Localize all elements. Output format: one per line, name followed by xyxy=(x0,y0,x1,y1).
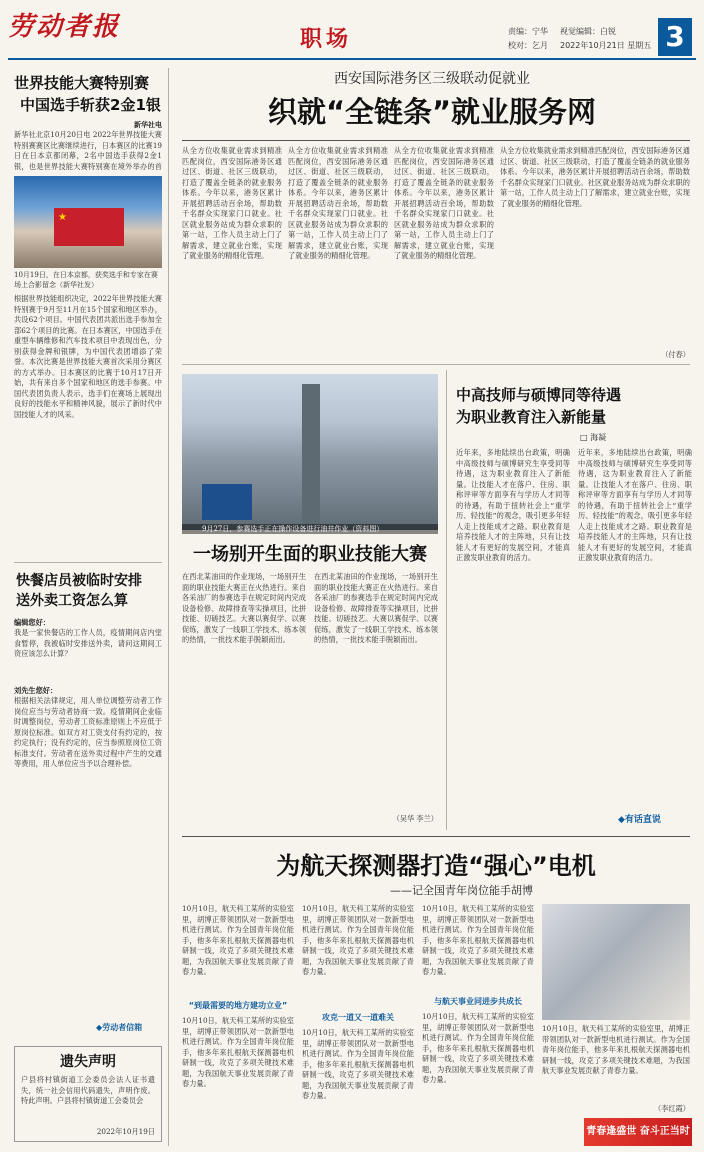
story2-answer-label: 刘先生您好： xyxy=(14,686,58,695)
skills-photo xyxy=(182,374,438,530)
newspaper-logo: 劳动者报 xyxy=(8,12,121,42)
bullet-icon: ◆ xyxy=(96,1023,103,1032)
page-number: 3 xyxy=(658,18,692,56)
header-rule xyxy=(8,58,696,60)
skills-author: （吴华 李兰） xyxy=(392,814,438,823)
profile-subhead: ——记全国青年岗位能手胡博 xyxy=(390,884,533,897)
profile-body-3: 10月10日，航天科工某所的实验室里，胡博正带领团队对一款新型电机进行测试。作为全国青年岗位能手，他多年来扎根航天探测器电机研制一线，攻克了多项关键技术难题，为我国航天事业发展贡献了青春力量。 xyxy=(302,904,414,976)
youth-stamp: 青春逢盛世 奋斗正当时 xyxy=(584,1118,692,1146)
worker-image xyxy=(202,484,252,520)
feature-body-1: 从全方位收集就业需求到精准匹配岗位，西安国际港务区通过区、街道、社区三级联动，打造了覆盖全链条的就业服务体系。今年以来，港务区累计开展招聘活动百余场，帮助数千名群众实现家门口就业。社区就业服务站成为群众求职的第一站，工作人员主动上门了解需求，建立就业台账，实现了就业服务的精细化管理。 xyxy=(182,146,282,260)
feature-author: （付春） xyxy=(661,350,690,359)
story1-photo xyxy=(14,176,162,268)
story1-caption: 10月19日，在日本京都，获奖选手和专家在赛场上合影留念（新华社发） xyxy=(14,271,158,289)
more-tag xyxy=(618,812,692,826)
story1-lead: 新华社北京10月20日电 2022年世界技能大赛特别赛赛区比赛继续进行，日本赛区的比赛19日在日本京都闭幕，2名中国选手获得2金1银，也是世界技能大赛特别赛在境外举办的首 xyxy=(14,130,162,171)
story1-headline-1: 世界技能大赛特别赛 xyxy=(14,74,150,92)
editor-label: 责编：宁华 xyxy=(508,27,548,36)
profile-body-1: 10月10日，航天科工某所的实验室里，胡博正带领团队对一款新型电机进行测试。作为全国青年岗位能手，他多年来扎根航天探测器电机研制一线，攻克了多项关键技术难题，为我国航天事业发展贡献了青春力量。 xyxy=(182,904,294,976)
design-label: 视觉编辑：白锐 xyxy=(560,27,616,36)
column-rule-2 xyxy=(446,370,447,830)
rig-image xyxy=(302,384,320,524)
feature-body-3: 从全方位收集就业需求到精准匹配岗位，西安国际港务区通过区、街道、社区三级联动，打造了覆盖全链条的就业服务体系。今年以来，港务区累计开展招聘活动百余场，帮助数千名群众实现家门口就业。社区就业服务站成为群众求职的第一站，工作人员主动上门了解需求，建立就业台账，实现了就业服务的精细化管理。 xyxy=(394,146,494,260)
skills-headline: 一场别开生面的职业技能大赛 xyxy=(193,544,427,565)
notice-title: 遗失声明 xyxy=(60,1054,116,1070)
story1-byline: 新华社电 xyxy=(134,120,162,129)
divider-3 xyxy=(182,836,690,837)
mailbox-tag xyxy=(96,1022,162,1034)
more-tag-label: 有话直说 xyxy=(624,815,661,825)
column-body-1: 近年来，多地陆续出台政策，明确中高级技师与硕博研究生享受同等待遇，这为职业教育注入了新能量。让技能人才在落户、住房、职称评审等方面享有与学历人才同等的待遇，有助于扭转社会上“重学历、轻技能”的观念，吸引更多年轻人走上技能成才之路。职业教育是培养技能人才的主阵地，只有让技能人才有更好的发展空间，才能真正激发职业教育的活力。 xyxy=(456,448,570,562)
story2-question-label: 编辑您好： xyxy=(14,618,50,627)
story2-headline-1: 快餐店员被临时安排 xyxy=(16,573,142,589)
square-icon: □ xyxy=(580,433,588,442)
star-icon: ★ xyxy=(58,212,67,222)
feature-body-2: 从全方位收集就业需求到精准匹配岗位，西安国际港务区通过区、街道、社区三级联动，打造了覆盖全链条的就业服务体系。今年以来，港务区累计开展招聘活动百余场，帮助数千名群众实现家门口就业。社区就业服务站成为群众求职的第一站，工作人员主动上门了解需求，建立就业台账，实现了就业服务的精细化管理。 xyxy=(288,146,388,260)
profile-body-6: 10月10日，航天科工某所的实验室里，胡博正带领团队对一款新型电机进行测试。作为全国青年岗位能手，他多年来扎根航天探测器电机研制一线，攻克了多项关键技术难题，为我国航天事业发展贡献了青春力量。 xyxy=(422,1012,534,1084)
profile-subtitle-2: 攻克一道又一道难关 xyxy=(322,1013,394,1022)
column-author-name: 海凝 xyxy=(590,433,607,442)
skills-caption: 9月27日，参赛选手正在操作设备进行油井作业（资料图） xyxy=(182,524,438,534)
feature-body-4: 从全方位收集就业需求到精准匹配岗位，西安国际港务区通过区、街道、社区三级联动，打造了覆盖全链条的就业服务体系。今年以来，港务区累计开展招聘活动百余场，帮助数千名群众实现家门口就业。社区就业服务站成为群众求职的第一站，工作人员主动上门了解需求，建立就业台账，实现了就业服务的精细化管理。 xyxy=(500,146,690,208)
skills-body-1: 在西北某油田的作业现场，一场别开生面的职业技能大赛正在火热进行。来自各采油厂的参赛选手在规定时间内完成设备检修、故障排查等实操项目，比拼技能、切磋技艺。大赛以赛促学、以赛促练，激发了一线职工学技术、练本领的热情，一批技术能手脱颖而出。 xyxy=(182,572,306,644)
profile-photo xyxy=(542,904,690,1020)
column-headline-2: 为职业教育注入新能量 xyxy=(456,408,607,426)
story1-body: 根据世界技能组织决定，2022年世界技能大赛特别赛于9月至11月在15个国家和地区举办，共设62个项目。中国代表团共派出选手参加全部62个项目的比赛。在日本赛区，中国选手在重型车辆维修和汽车技术项目中表现出色，分别获得金牌和银牌，为中国代表团增添了荣誉。本次比赛是世界技能大赛首次采用分赛区的方式举办。日本赛区的比赛于10月17日开始，共有来自多个国家和地区的选手参赛。中国代表团负责人表示，选手们在赛场上展现出良好的技能水平和精神风貌，展示了新时代中国技能人才的风采。 xyxy=(14,294,162,419)
profile-subtitle-3: 与航天事业同进步共成长 xyxy=(434,997,522,1006)
divider-2 xyxy=(182,364,690,365)
skills-body-2: 在西北某油田的作业现场，一场别开生面的职业技能大赛正在火热进行。来自各采油厂的参赛选手在规定时间内完成设备检修、故障排查等实操项目，比拼技能、切磋技艺。大赛以赛促学、以赛促练，激发了一线职工学技术、练本领的热情，一批技术能手脱颖而出。 xyxy=(314,572,438,644)
story1-headline-2: 中国选手斩获2金1银 xyxy=(20,96,161,114)
story2-question: 我是一家快餐店的工作人员，疫情期间店内堂食暂停，我被临时安排送外卖，请问这期间工资应该怎么计算？ xyxy=(14,628,162,658)
story2-answer: 根据相关法律规定，用人单位调整劳动者工作岗位应当与劳动者协商一致。疫情期间企业临时调整岗位，劳动者工资标准原则上不应低于原岗位标准。如双方对工资支付有约定的，按约定执行；没有约定的，应当参照原岗位工资标准支付。劳动者在送外卖过程中产生的交通等费用，用人单位应当予以合理补偿。 xyxy=(14,696,162,768)
profile-body-2: 10月10日，航天科工某所的实验室里，胡博正带领团队对一款新型电机进行测试。作为全国青年岗位能手，他多年来扎根航天探测器电机研制一线，攻克了多项关键技术难题，为我国航天事业发展贡献了青春力量。 xyxy=(182,1016,294,1088)
notice-box xyxy=(14,1046,162,1142)
feature-kicker-text: 西安国际港务区三级联动促就业 xyxy=(334,71,530,87)
column-author xyxy=(580,432,692,444)
column-rule xyxy=(168,68,169,1146)
profile-author: （李红霞） xyxy=(654,1104,690,1113)
story2-headline-2: 送外卖工资怎么算 xyxy=(16,593,128,609)
date-line: 2022年10月21日 星期五 xyxy=(560,41,652,50)
feature-rule xyxy=(182,140,690,141)
divider xyxy=(14,562,162,563)
check-label: 校对：乞月 xyxy=(508,41,548,50)
column-headline-1: 中高技师与硕博同等待遇 xyxy=(456,386,622,404)
column-body-2: 近年来，多地陆续出台政策，明确中高级技师与硕博研究生享受同等待遇，这为职业教育注入了新能量。让技能人才在落户、住房、职称评审等方面享有与学历人才同等的待遇，有助于扭转社会上“重学历、轻技能”的观念，吸引更多年轻人走上技能成才之路。职业教育是培养技能人才的主阵地，只有让技能人才有更好的发展空间，才能真正激发职业教育的活力。 xyxy=(578,448,692,562)
bullet-icon: ◆ xyxy=(618,815,625,825)
feature-headline: 织就“全链条”就业服务网 xyxy=(267,95,597,129)
profile-headline: 为航天探测器打造“强心”电机 xyxy=(276,852,596,880)
section-title: 职场 xyxy=(300,26,353,52)
profile-subtitle-1: “到最需要的地方建功立业” xyxy=(188,1001,288,1010)
profile-body-4: 10月10日，航天科工某所的实验室里，胡博正带领团队对一款新型电机进行测试。作为全国青年岗位能手，他多年来扎根航天探测器电机研制一线，攻克了多项关键技术难题，为我国航天事业发展贡献了青春力量。 xyxy=(302,1028,414,1100)
notice-date: 2022年10月19日 xyxy=(96,1127,155,1136)
profile-body-7: 10月10日，航天科工某所的实验室里，胡博正带领团队对一款新型电机进行测试。作为全国青年岗位能手，他多年来扎根航天探测器电机研制一线，攻克了多项关键技术难题，为我国航天事业发展贡献了青春力量。 xyxy=(542,1024,690,1075)
notice-text: 户县将村镇街道工会委员会法人证书遗失，统一社会信用代码遗失，声明作废。特此声明。户县将村镇街道工会委员会 xyxy=(21,1075,155,1105)
mailbox-tag-label: 劳动者信箱 xyxy=(102,1023,143,1032)
profile-body-5: 10月10日，航天科工某所的实验室里，胡博正带领团队对一款新型电机进行测试。作为全国青年岗位能手，他多年来扎根航天探测器电机研制一线，攻克了多项关键技术难题，为我国航天事业发展贡献了青春力量。 xyxy=(422,904,534,976)
